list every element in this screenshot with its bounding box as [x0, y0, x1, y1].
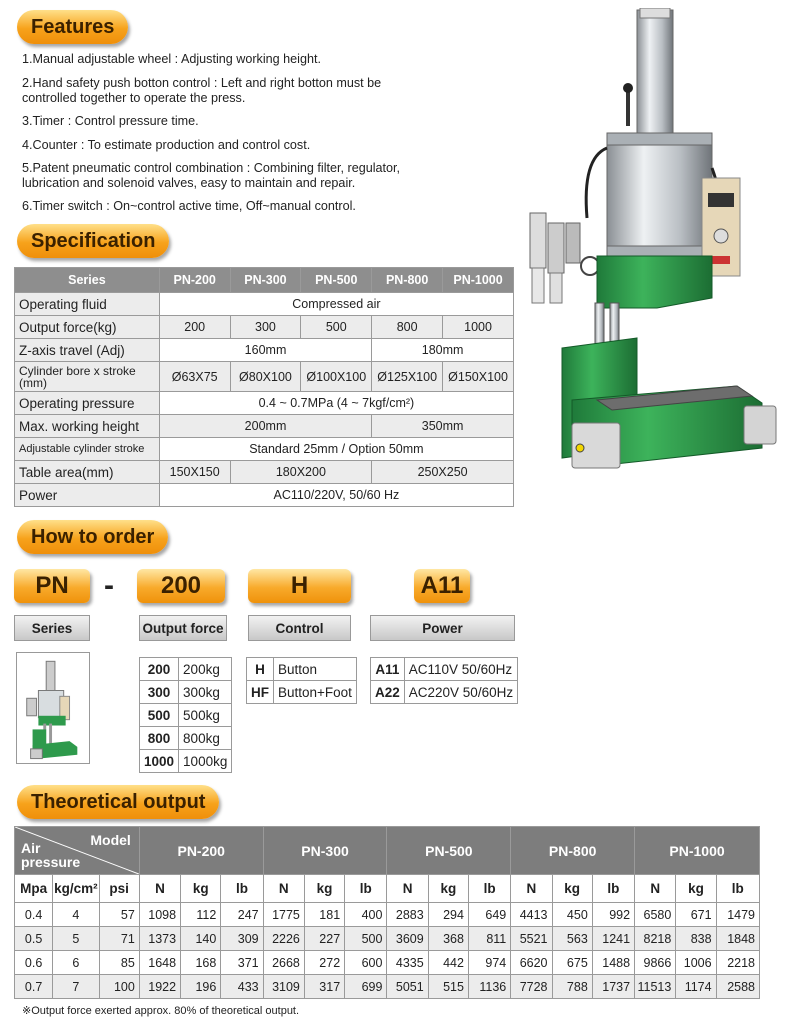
- spec-value: 150X150: [159, 461, 230, 484]
- unit-header: kg: [552, 875, 592, 903]
- spec-value: Ø80X100: [230, 362, 301, 392]
- output-value-cell: 6620: [511, 951, 552, 975]
- how-to-order-heading: How to order: [17, 520, 168, 554]
- control-option-code: H: [247, 658, 274, 681]
- spec-model-header: PN-1000: [443, 268, 514, 293]
- output-value-cell: 671: [676, 903, 716, 927]
- output-value-cell: 992: [592, 903, 634, 927]
- output-value-cell: 181: [304, 903, 344, 927]
- output-value-cell: 1648: [139, 951, 180, 975]
- output-value-cell: 272: [304, 951, 344, 975]
- unit-header: kg: [304, 875, 344, 903]
- power-options-table: [370, 657, 518, 704]
- order-label-control: Control: [248, 615, 351, 641]
- spec-label: Operating pressure: [15, 392, 160, 415]
- output-value-cell: 1775: [263, 903, 304, 927]
- unit-header: lb: [592, 875, 634, 903]
- unit-header: N: [263, 875, 304, 903]
- output-value-cell: 2218: [716, 951, 759, 975]
- force-option-row: [140, 658, 232, 681]
- output-value-cell: 11513: [635, 975, 676, 999]
- mpa-cell: 0.5: [15, 927, 53, 951]
- output-value-cell: 1373: [139, 927, 180, 951]
- output-value-cell: 1848: [716, 927, 759, 951]
- force-option-row: [140, 681, 232, 704]
- specification-table: [14, 267, 514, 507]
- order-label-power: Power: [370, 615, 515, 641]
- spec-row: [15, 362, 514, 392]
- spec-value: Ø125X100: [372, 362, 443, 392]
- feature-text: To estimate production and control cost.: [87, 138, 311, 152]
- feature-number: 2.: [22, 76, 33, 90]
- output-value-cell: 600: [345, 951, 387, 975]
- feature-text: Adjusting working height.: [180, 52, 321, 66]
- force-option-value: 300kg: [179, 681, 232, 704]
- output-value-cell: 6580: [635, 903, 676, 927]
- spec-row: [15, 392, 514, 415]
- spec-model-header: PN-200: [159, 268, 230, 293]
- unit-header: N: [387, 875, 428, 903]
- output-value-cell: 2226: [263, 927, 304, 951]
- spec-row: [15, 316, 514, 339]
- kgcm-cell: 4: [53, 903, 99, 927]
- unit-header: kg: [181, 875, 221, 903]
- output-value-cell: 112: [181, 903, 221, 927]
- unit-header: N: [635, 875, 676, 903]
- spec-value: Ø100X100: [301, 362, 372, 392]
- spec-value: 800: [372, 316, 443, 339]
- spec-label: Power: [15, 484, 160, 507]
- output-value-cell: 317: [304, 975, 344, 999]
- power-option-code: A11: [371, 658, 405, 681]
- unit-header: psi: [99, 875, 139, 903]
- output-value-cell: 168: [181, 951, 221, 975]
- spec-model-header: PN-800: [372, 268, 443, 293]
- psi-cell: 100: [99, 975, 139, 999]
- feature-number: 6.: [22, 199, 33, 213]
- power-option-value: AC110V 50/60Hz: [404, 658, 517, 681]
- output-value-cell: 675: [552, 951, 592, 975]
- unit-header: Mpa: [15, 875, 53, 903]
- pneumatic-press-illustration: [512, 8, 787, 478]
- spec-value: 200mm: [159, 415, 371, 438]
- spec-value: 0.4 ~ 0.7MPa (4 ~ 7kgf/cm²): [159, 392, 513, 415]
- kgcm-cell: 6: [53, 951, 99, 975]
- spec-row: [15, 461, 514, 484]
- output-value-cell: 309: [221, 927, 263, 951]
- spec-row: [15, 484, 514, 507]
- model-corner-label: Model: [90, 832, 131, 848]
- output-value-cell: 563: [552, 927, 592, 951]
- output-value-cell: 788: [552, 975, 592, 999]
- output-value-cell: 227: [304, 927, 344, 951]
- output-value-cell: 9866: [635, 951, 676, 975]
- output-value-cell: 2588: [716, 975, 759, 999]
- spec-value: 180X200: [230, 461, 372, 484]
- control-option-row: [247, 681, 357, 704]
- output-model-header: PN-300: [263, 827, 387, 875]
- spec-value: 250X250: [372, 461, 514, 484]
- air-pressure-line: pressure: [21, 854, 81, 870]
- psi-cell: 71: [99, 927, 139, 951]
- feature-title: Timer switch: [32, 199, 103, 213]
- force-option-value: 500kg: [179, 704, 232, 727]
- control-option-row: [247, 658, 357, 681]
- output-value-cell: 2883: [387, 903, 428, 927]
- force-option-row: [140, 750, 232, 773]
- spec-row: [15, 415, 514, 438]
- spec-label: Operating fluid: [15, 293, 160, 316]
- spec-value: 160mm: [159, 339, 371, 362]
- feature-text: On~control active time, Off~manual control.: [113, 199, 356, 213]
- feature-item: 6.Timer switch : On~control active time, Off~manual control.: [22, 199, 356, 213]
- output-value-cell: 4413: [511, 903, 552, 927]
- spec-model-header: PN-300: [230, 268, 301, 293]
- spec-header-row: [15, 268, 514, 293]
- feature-item: 4.Counter : To estimate production and control cost.: [22, 138, 311, 152]
- output-model-header: PN-1000: [635, 827, 760, 875]
- force-option-code: 800: [140, 727, 179, 750]
- output-value-cell: 1136: [468, 975, 510, 999]
- theoretical-output-table: [14, 826, 760, 999]
- spec-label: [15, 362, 160, 392]
- feature-text: Control pressure time.: [74, 114, 199, 128]
- features-heading: Features: [17, 10, 128, 44]
- force-option-value: 200kg: [179, 658, 232, 681]
- force-option-code: 200: [140, 658, 179, 681]
- output-value-cell: 7728: [511, 975, 552, 999]
- order-code-control: H: [248, 569, 351, 603]
- press-thumbnail: [16, 652, 90, 764]
- feature-text: Combining filter, regulator, lubrication and solenoid valves, easy to maintain and repair.: [22, 161, 401, 190]
- feature-item: 3.Timer : Control pressure time.: [22, 114, 199, 128]
- output-value-cell: 811: [468, 927, 510, 951]
- unit-header: kg: [676, 875, 716, 903]
- mpa-cell: 0.6: [15, 951, 53, 975]
- output-value-cell: 294: [428, 903, 468, 927]
- spec-label: Output force(kg): [15, 316, 160, 339]
- unit-header: N: [139, 875, 180, 903]
- force-options-table: [139, 657, 232, 773]
- output-value-cell: 1241: [592, 927, 634, 951]
- spec-row: [15, 293, 514, 316]
- output-value-cell: 8218: [635, 927, 676, 951]
- output-data-row: [15, 975, 760, 999]
- spec-value: Standard 25mm / Option 50mm: [159, 438, 513, 461]
- kgcm-cell: 7: [53, 975, 99, 999]
- output-value-cell: 371: [221, 951, 263, 975]
- spec-label-line: Cylinder bore x stroke: [19, 363, 136, 378]
- spec-row: [15, 339, 514, 362]
- force-option-code: 300: [140, 681, 179, 704]
- output-value-cell: 1174: [676, 975, 716, 999]
- order-code-force: 200: [137, 569, 225, 603]
- feature-title: Manual adjustable wheel: [32, 52, 172, 66]
- force-option-row: [140, 727, 232, 750]
- unit-header: lb: [716, 875, 759, 903]
- feature-title: Counter: [32, 138, 78, 152]
- output-value-cell: 515: [428, 975, 468, 999]
- power-option-value: AC220V 50/60Hz: [404, 681, 517, 704]
- spec-value: AC110/220V, 50/60 Hz: [159, 484, 513, 507]
- theoretical-output-heading: Theoretical output: [17, 785, 219, 819]
- spec-value: 200: [159, 316, 230, 339]
- force-option-value: 800kg: [179, 727, 232, 750]
- output-data-row: [15, 903, 760, 927]
- output-value-cell: 1479: [716, 903, 759, 927]
- output-value-cell: 4335: [387, 951, 428, 975]
- spec-value: 1000: [443, 316, 514, 339]
- output-value-cell: 1488: [592, 951, 634, 975]
- output-value-cell: 649: [468, 903, 510, 927]
- force-option-code: 500: [140, 704, 179, 727]
- spec-value: Ø63X75: [159, 362, 230, 392]
- output-value-cell: 442: [428, 951, 468, 975]
- spec-value: 500: [301, 316, 372, 339]
- spec-model-header: PN-500: [301, 268, 372, 293]
- kgcm-cell: 5: [53, 927, 99, 951]
- output-value-cell: 247: [221, 903, 263, 927]
- control-options-table: [246, 657, 357, 704]
- output-value-cell: 1922: [139, 975, 180, 999]
- spec-label-line: (mm): [19, 375, 47, 390]
- unit-header: N: [511, 875, 552, 903]
- force-option-value: 1000kg: [179, 750, 232, 773]
- output-value-cell: 3109: [263, 975, 304, 999]
- spec-value: 180mm: [372, 339, 514, 362]
- output-value-cell: 368: [428, 927, 468, 951]
- output-value-cell: 196: [181, 975, 221, 999]
- power-option-row: [371, 681, 518, 704]
- output-unit-row: [15, 875, 760, 903]
- feature-text: Left and right botton must be controlled together to operate the press.: [22, 76, 382, 105]
- order-code-power: A11: [414, 569, 470, 603]
- unit-header: kg/cm²: [53, 875, 99, 903]
- order-code-series: PN: [14, 569, 90, 603]
- output-value-cell: 699: [345, 975, 387, 999]
- spec-value: 350mm: [372, 415, 514, 438]
- unit-header: lb: [221, 875, 263, 903]
- spec-label: Adjustable cylinder stroke: [15, 438, 160, 461]
- unit-header: lb: [345, 875, 387, 903]
- mpa-cell: 0.4: [15, 903, 53, 927]
- output-value-cell: 3609: [387, 927, 428, 951]
- feature-title: Timer: [32, 114, 65, 128]
- feature-number: 3.: [22, 114, 33, 128]
- output-value-cell: 2668: [263, 951, 304, 975]
- output-value-cell: 1006: [676, 951, 716, 975]
- output-value-cell: 838: [676, 927, 716, 951]
- unit-header: kg: [428, 875, 468, 903]
- output-model-header: PN-200: [139, 827, 263, 875]
- spec-series-header: Series: [15, 268, 160, 293]
- spec-row: [15, 438, 514, 461]
- output-model-header: PN-500: [387, 827, 511, 875]
- power-option-row: [371, 658, 518, 681]
- feature-number: 5.: [22, 161, 33, 175]
- force-option-code: 1000: [140, 750, 179, 773]
- output-value-cell: 1098: [139, 903, 180, 927]
- control-option-value: Button: [274, 658, 357, 681]
- mpa-cell: 0.7: [15, 975, 53, 999]
- control-option-value: Button+Foot: [274, 681, 357, 704]
- specification-heading: Specification: [17, 224, 169, 258]
- output-value-cell: 450: [552, 903, 592, 927]
- unit-header: lb: [468, 875, 510, 903]
- power-option-code: A22: [371, 681, 405, 704]
- spec-value: 300: [230, 316, 301, 339]
- output-data-row: [15, 951, 760, 975]
- output-value-cell: 5051: [387, 975, 428, 999]
- output-value-cell: 400: [345, 903, 387, 927]
- output-model-row: [15, 827, 760, 875]
- order-dash: -: [104, 569, 114, 602]
- spec-label: Table area(mm): [15, 461, 160, 484]
- output-model-header: PN-800: [511, 827, 635, 875]
- feature-item: 1.Manual adjustable wheel : Adjusting working height.: [22, 52, 321, 66]
- feature-item: 2.Hand safety push botton control : Left and right botton must be controlled together to operate the press.: [22, 76, 382, 105]
- feature-number: 1.: [22, 52, 33, 66]
- output-value-cell: 1737: [592, 975, 634, 999]
- air-pressure-corner-label: [21, 841, 80, 869]
- air-pressure-model-corner: [15, 827, 140, 875]
- order-label-force: Output force: [139, 615, 227, 641]
- footnote: ※Output force exerted approx. 80% of theoretical output.: [22, 1005, 300, 1017]
- force-option-row: [140, 704, 232, 727]
- spec-value: Ø150X100: [443, 362, 514, 392]
- psi-cell: 85: [99, 951, 139, 975]
- psi-cell: 57: [99, 903, 139, 927]
- feature-item: 5.Patent pneumatic control combination : Combining filter, regulator, lubrication and solenoid valves, easy to maintain and repair.: [22, 161, 401, 190]
- output-value-cell: 5521: [511, 927, 552, 951]
- output-value-cell: 500: [345, 927, 387, 951]
- spec-label: Z-axis travel (Adj): [15, 339, 160, 362]
- feature-number: 4.: [22, 138, 33, 152]
- spec-label: Max. working height: [15, 415, 160, 438]
- feature-title: Patent pneumatic control combination: [32, 161, 244, 175]
- output-value-cell: 140: [181, 927, 221, 951]
- output-value-cell: 974: [468, 951, 510, 975]
- order-label-series: Series: [14, 615, 90, 641]
- control-option-code: HF: [247, 681, 274, 704]
- spec-value: Compressed air: [159, 293, 513, 316]
- output-data-row: [15, 927, 760, 951]
- feature-title: Hand safety push botton control: [32, 76, 211, 90]
- output-value-cell: 433: [221, 975, 263, 999]
- air-pressure-line: Air: [21, 840, 41, 856]
